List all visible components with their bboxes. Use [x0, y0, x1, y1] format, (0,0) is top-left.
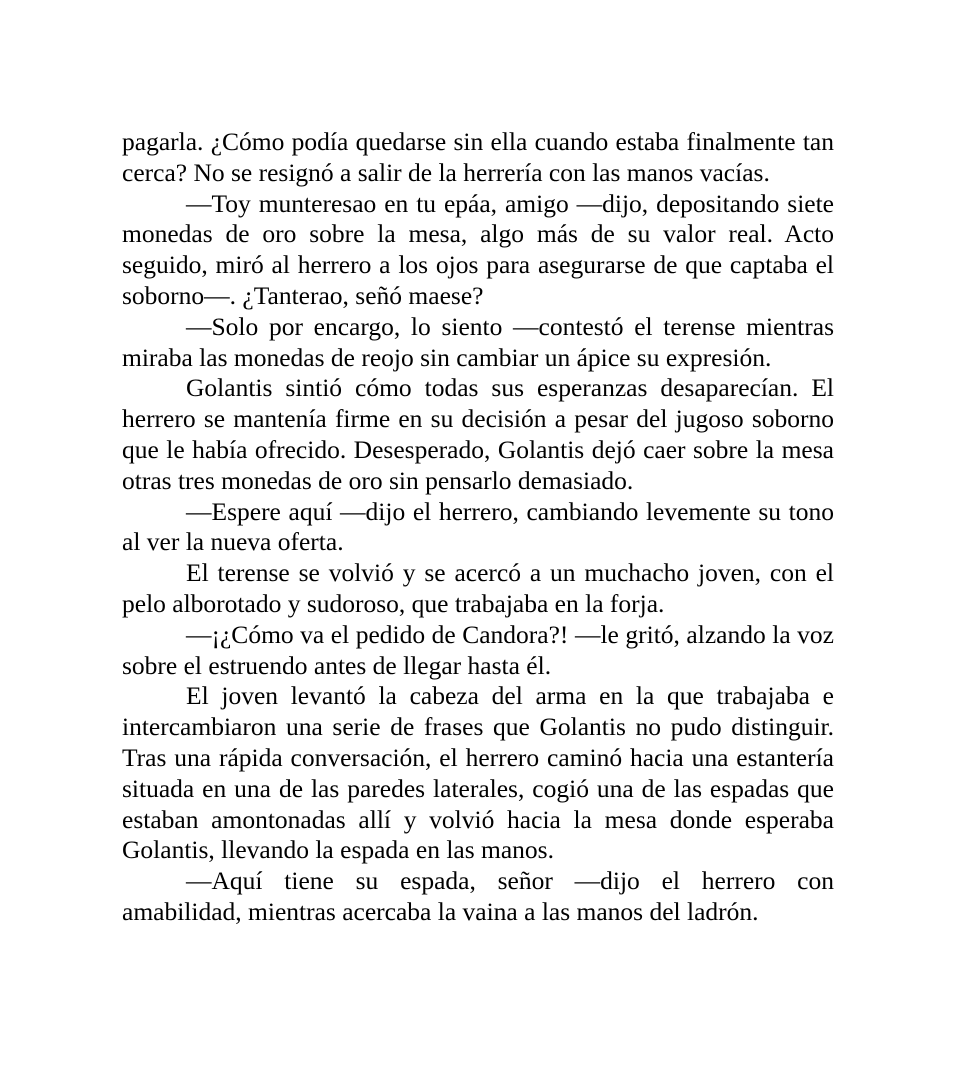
paragraph: El terense se volvió y se acercó a un muchacho joven, con el pelo alborotado y sudoroso, que trabajaba en la forja. — [122, 558, 834, 618]
paragraph: —Solo por encargo, lo siento —contestó el terense mientras miraba las monedas de reojo sin cambiar un ápice su expresión. — [122, 311, 834, 372]
paragraph: Golantis sintió cómo todas sus esperanzas desaparecían. El herrero se mantenía firme en su decisión a pesar del jugoso soborno que le había ofrecido. Desesperado, Golantis dejó caer sobre la mesa otras tres monedas de oro sin pensarlo demasiado. — [122, 373, 834, 495]
page-text-block — [122, 127, 834, 928]
paragraph: —Espere aquí —dijo el herrero, cambiando levemente su tono al ver la nueva oferta. — [122, 496, 834, 557]
paragraph: —Aquí tiene su espada, señor —dijo el herrero con amabilidad, mientras acercaba la vaina a las manos del ladrón. — [122, 866, 834, 926]
paragraph: El joven levantó la cabeza del arma en la que trabajaba e intercambiaron una serie de frases que Golantis no pudo distinguir. Tras una rápida conversación, el herrero caminó hacia una estantería situada en una de las paredes laterales, cogió una de las espadas que estaban amontonadas allí y volvió hacia la mesa donde esperaba Golantis, llevando la espada en las manos. — [122, 681, 834, 865]
paragraph: —¡¿Cómo va el pedido de Candora?! —le gritó, alzando la voz sobre el estruendo antes de llegar hasta él. — [122, 619, 834, 680]
paragraph: —Toy munteresao en tu epáa, amigo —dijo, depositando siete monedas de oro sobre la mesa, algo más de su valor real. Acto seguido, miró al herrero a los ojos para asegurarse de que captaba el soborno—. ¿Tanterao, señó maese? — [122, 188, 834, 310]
paragraph: pagarla. ¿Cómo podía quedarse sin ella cuando estaba finalmente tan cerca? No se resignó a salir de la herrería con las manos vacías. — [122, 127, 834, 187]
